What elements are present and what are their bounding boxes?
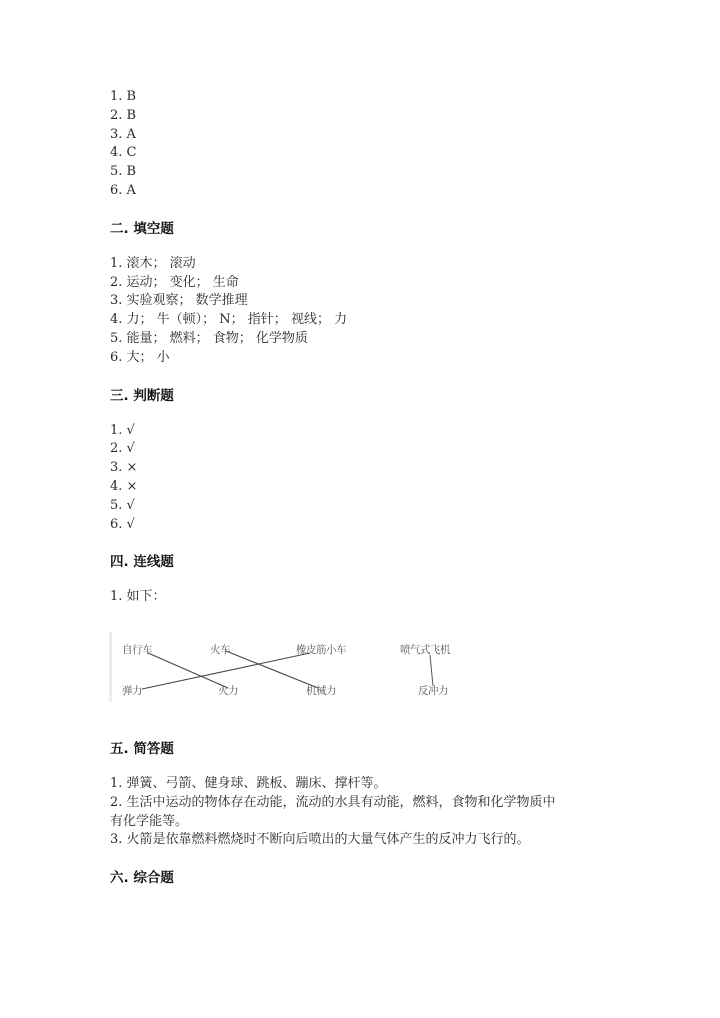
answer-item: 1. 滚木； 滚动	[110, 255, 196, 271]
section-heading-fill-blank: 二. 填空题	[110, 220, 174, 237]
answer-item: 1. √	[110, 422, 135, 438]
answer-item: 6. √	[110, 516, 135, 532]
diagram-label-top: 自行车	[122, 644, 152, 656]
matching-diagram	[109, 632, 469, 704]
answer-item: 5. B	[110, 164, 137, 180]
answer-item: 6. 大； 小	[110, 349, 170, 365]
diagram-label-top: 喷气式飞机	[400, 644, 450, 656]
answer-item: 4. 力； 牛（顿）； N； 指针； 视线； 力	[110, 312, 348, 328]
answer-item: 6. A	[110, 182, 136, 198]
diagram-label-top: 火车	[210, 644, 230, 656]
answer-item: 3. 实验观察； 数学推理	[110, 293, 248, 309]
matching-intro: 1. 如下：	[110, 589, 166, 605]
answer-item: 2. B	[110, 107, 137, 123]
answer-item: 2. √	[110, 441, 135, 457]
true-false-answers-list	[110, 422, 610, 535]
choice-answers-list	[110, 88, 610, 201]
answer-item-continuation: 有化学能等。	[110, 813, 189, 829]
fill-blank-answers-list	[110, 255, 610, 368]
diagram-label-bottom: 机械力	[306, 685, 336, 697]
answer-item: 1. 弹簧、弓箭、健身球、跳板、蹦床、撑杆等。	[110, 776, 387, 791]
answer-item: 2. 生活中运动的物体存在动能，流动的水具有动能，燃料，食物和化学物质中	[110, 794, 556, 810]
answer-item: 4. C	[110, 145, 137, 161]
section-heading-comprehensive: 六. 综合题	[110, 870, 174, 887]
short-answer-section	[110, 739, 630, 888]
section-heading-matching: 四. 连线题	[110, 554, 174, 571]
diagram-label-top: 橡皮筋小车	[296, 644, 346, 656]
answer-item: 3. A	[110, 126, 136, 142]
answer-item: 3. 火箭是依靠燃料燃烧时不断向后喷出的大量气体产生的反冲力飞行的。	[110, 832, 530, 848]
answer-item: 1. B	[110, 89, 137, 104]
diagram-label-bottom: 反冲力	[418, 685, 448, 697]
answer-item: 4. ×	[110, 478, 138, 494]
answer-item: 2. 运动； 变化； 生命	[110, 274, 239, 290]
section-heading-short-answer: 五. 简答题	[110, 741, 174, 757]
answer-item: 3. ×	[110, 460, 138, 476]
section-heading-true-false: 三. 判断题	[110, 387, 174, 404]
answer-document	[110, 88, 610, 607]
answer-item: 5. √	[110, 497, 135, 513]
connection-line	[148, 653, 228, 688]
diagram-label-bottom: 火力	[218, 685, 238, 697]
diagram-label-bottom: 弹力	[122, 685, 142, 697]
connection-line	[430, 655, 433, 686]
answer-item: 5. 能量； 燃料； 食物； 化学物质	[110, 330, 308, 346]
